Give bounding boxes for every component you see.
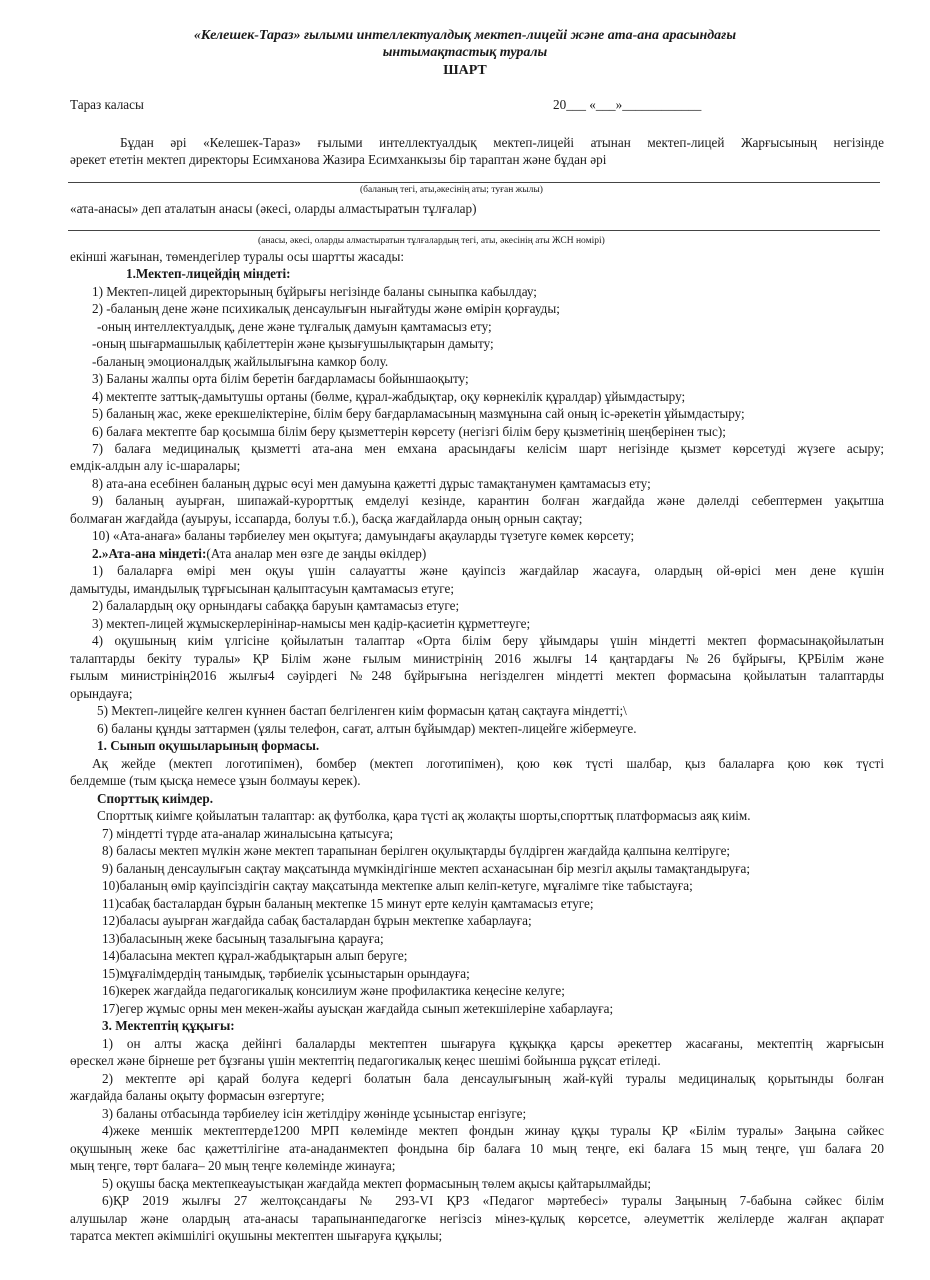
s2-line: орындауға; bbox=[70, 686, 133, 701]
s3-line: 5) оқушы басқа мектепкеауыстықан жағдайда мектеп формасының төлем ақысы қайтарылмайды; bbox=[102, 1176, 652, 1191]
s2-line: 4) оқушының киім үлгісіне қойылатын талаптар «Орта білім беру ұйымдары үшін міндетті мектеп формасынақойылатын bbox=[92, 633, 884, 648]
s1-line: 10) «Ата-анаға» баланы тәрбиелеу мен оқытуға; дамуындағы ақауларды түзетуге көмек көрсету; bbox=[92, 528, 635, 543]
s3-line: өрескел және бірнеше рет бұзғаны үшін мектептің педагогикалық кеңес шешімі бойынша рұқсат етіледі. bbox=[70, 1053, 661, 1068]
uniform-item: 16)керек жағдайда педагогикалық консилиум және профилактика кеңесіне келуге; bbox=[102, 983, 565, 998]
uniform-line: Ақ жейде (мектеп логотипімен), бомбер (мектеп логотипімен), қою көк түсті шалбар, қыз балаларға қою көк түсті bbox=[92, 756, 884, 771]
place-text: Тараз каласы bbox=[70, 97, 144, 112]
s3-line: 3) баланы отбасында тәрбиелеу ісін жетілдіру жөнінде ұсыныстар енгізуге; bbox=[102, 1106, 527, 1121]
s1-line: 6) балаға мектепте бар қосымша білім беру қызметтерін көрсету (негізгі білім беру қызметінің шеңберінен тыс); bbox=[92, 424, 726, 439]
s2-line: дамытуды, имандылық тұрғысынан қалыптасуын қамтамасыз етуге; bbox=[70, 581, 455, 596]
s3-line: жағдайда баланы оқыту формасын өзгертуге; bbox=[70, 1088, 325, 1103]
uniform-item: 11)сабақ басталардан бұрын баланың мектепке 15 минут ерте келуін қамтамасыз етуге; bbox=[102, 896, 594, 911]
s3-line: мың теңге, төрт балаға– 20 мың теңге көлемінде жинауға; bbox=[70, 1158, 396, 1173]
s1-line: 3) Баланы жалпы орта білім беретін бағдарламасы бойыншаоқыту; bbox=[92, 371, 469, 386]
intro-line-2: әрекет ететін мектеп директоры Есимханова Жазира Есимханкызы бір тараптан және бұдан әрі bbox=[70, 152, 607, 167]
uniform-item: 8) баласы мектеп мүлкін және мектеп тарапынан берілген оқулықтарды бүлдірген жағдайда қалпына келтіруге; bbox=[102, 843, 731, 858]
s1-line: болмаған жағдайда (ауыруы, іссапарда, болуы т.б.), басқа жағдайларда оның орнын сақтау; bbox=[70, 511, 583, 526]
s3-line: 2) мектепте әрі қарай болуға кедергі болатын бала денсаулығының жай-күйі туралы медициналық қорытынды болған bbox=[102, 1071, 884, 1086]
uniform-item: 7) міндетті түрде ата-аналар жиналысына қатысуға; bbox=[102, 826, 394, 841]
contract-title-line2: ынтымақтастық туралы bbox=[382, 45, 548, 60]
s2-line: талаптарды бекіту туралы» ҚР Білім және ғылым министрінің 2016 жылғы 14 қаңтардағы №26 бұйрығы, ҚРБілім және bbox=[70, 651, 884, 666]
intro-line-1: Бұдан әрі «Келешек-Тараз» ғылыми интеллектуалдық мектеп-лицейі атынан мектеп-лицей Жарғысының негізінде bbox=[120, 135, 884, 150]
date-field: 20___ «___»____________ bbox=[553, 97, 702, 112]
uniform-item: 15)мұғалімдердің танымдық, тәрбиелік ұсыныстарын орындауға; bbox=[102, 966, 470, 981]
s3-line: 6)ҚР 2019 жылғы 27 желтоқсандағы № 293-VI ҚРЗ «Педагог мәртебесі» туралы Заңының 7-бабына сәйкес білім bbox=[102, 1193, 884, 1208]
s2-line: ғылым министрінің2016 жылғы4 сәуірдегі №248 бұйрығына негізделген міндетті мектеп формасына қойылатын талаптарды bbox=[70, 668, 884, 683]
s1-line: емдік-алдын алу іс-шаралары; bbox=[70, 458, 241, 473]
s1-line: -баланың эмоционалдық жайлылығына камкор болу. bbox=[92, 354, 389, 369]
sport-heading: Спорттық киімдер. bbox=[97, 791, 214, 806]
s2-line: 2) балалардың оқу орнындағы сабаққа баруын қамтамасыз етуге; bbox=[92, 598, 460, 613]
parent-name-blank bbox=[68, 230, 880, 231]
s1-line: -оның интеллектуалдық, дене және тұлғалық дамуын қамтамасыз ету; bbox=[97, 319, 492, 334]
uniform-item: 14)баласына мектеп құрал-жабдықтарын алып беруге; bbox=[102, 948, 408, 963]
second-party-text: екінші жағынан, төмендегілер туралы осы шартты жасады: bbox=[70, 249, 405, 264]
contract-title-line3: ШАРТ bbox=[443, 63, 487, 78]
s3-line: оқушының жеке бас қажеттілігіне ата-анаданмектеп фондына бір балаға 10 мың теңге, екі балаға 15 мың теңге, үш балаға 20 bbox=[70, 1141, 884, 1156]
uniform-heading: 1. Сынып оқушыларының формасы. bbox=[97, 738, 320, 753]
s1-line: 5) баланың жас, жеке ерекшеліктеріне, білім беру бағдарламасының мазмұнына сай оның іс-әрекетін ұйымдастыру; bbox=[92, 406, 745, 421]
section-1-heading: 1.Мектеп-лицейдің міндеті: bbox=[126, 266, 291, 281]
s1-line: -оның шығармашылық қабілеттерін және қызығушылықтарын дамыту; bbox=[92, 336, 494, 351]
s1-line: 2) -баланың дене және психикалық денсаулығын нығайтуды және өмірін қорғауды; bbox=[92, 301, 560, 316]
s3-line: 4)жеке меншік мектептерде1200 МРП көлемінде мектеп фондын жинау құқы туралы ҚР «Білім туралы» Заңына сәйкес bbox=[102, 1123, 884, 1138]
s1-line: 7) балаға медициналық қызметті ата-ана мен емхана арасындағы келісім шарт негізінде қызмет көрсетуді жүзеге асыру; bbox=[92, 441, 884, 456]
contract-title-line1: «Келешек-Тараз» ғылыми интеллектуалдық мектеп-лицейі және ата-ана арасындағы bbox=[193, 28, 737, 43]
child-name-blank bbox=[68, 182, 880, 183]
parent-caption: (анасы, әкесі, оларды алмастыратын тұлғалардың тегі, аты, әкесінің аты ЖСН номірі) bbox=[258, 236, 605, 246]
uniform-item: 12)баласы ауырған жағдайда сабақ басталардан бұрын мектепке хабарлауға; bbox=[102, 913, 532, 928]
s1-line: 1) Мектеп-лицей директорының бұйрығы негізінде баланы сыныпка кабылдау; bbox=[92, 284, 537, 299]
uniform-item: 10)баланың өмір қауіпсіздігін сақтау мақсатында мектепке алып келіп-кетуге, мұғалімге тіке табыстауға; bbox=[102, 878, 693, 893]
s2-line: 1) балаларға өмірі мен оқуы үшін салауатты және қауіпсіз жағдайлар жасауға, олардың ой-өрісі мен дене күшін bbox=[92, 563, 884, 578]
sport-text: Спорттық киімге қойылатын талаптар: ақ футболка, қара түсті ақ жолақты шорты,спорттық платформасыз аяқ киім. bbox=[97, 808, 751, 823]
section-2-heading-note: (Ата аналар мен өзге де заңды өкілдер) bbox=[206, 546, 427, 561]
s2-line: 3) мектеп-лицей жұмыскерлерінінар-намысы мен қадір-қасиетін құрметтеуге; bbox=[92, 616, 531, 631]
s2-line: 6) баланы құнды заттармен (ұялы телефон, сағат, алтын бұйымдар) мектеп-лицейге жібермеуге. bbox=[97, 721, 637, 736]
uniform-item: 17)егер жұмыс орны мен мекен-жайы ауысқан жағдайда сынып жетекшілеріне хабарлауға; bbox=[102, 1001, 614, 1016]
s3-line: алушылар және олардың ата-анасы тарапынанпедагогке негізсіз мінез-құлық көрсетсе, әлеуметтік желілерде жалған ақпарат bbox=[70, 1211, 884, 1226]
section-3-heading: 3. Мектептің құқығы: bbox=[102, 1018, 235, 1033]
s1-line: 9) баланың ауырған, шипажай-курорттық емделуі кезінде, карантин болған жағдайда және дәлелді себептермен уақытша bbox=[92, 493, 884, 508]
section-2-heading bbox=[92, 546, 426, 562]
s1-line: 8) ата-ана есебінен баланың дұрыс өсуі мен дамуына қажетті дұрыс тамақтанумен қамтамасыз ету; bbox=[92, 476, 651, 491]
s1-line: 4) мектепте заттық-дамытушы ортаны (бөлме, құрал-жабдықтар, оқу көрнекілік құралдар) ұйымдастыру; bbox=[92, 389, 686, 404]
uniform-item: 13)баласының жеке басының тазалығына қарауға; bbox=[102, 931, 384, 946]
s3-line: таратса мектеп әкімшілігі оқушыны мектептен шығаруға құқылы; bbox=[70, 1228, 443, 1243]
s3-line: 1) он алты жасқа дейінгі балаларды мектептен шығаруға құқыққа қарсы әрекеттер жасағаны, мектептің жарғысын bbox=[102, 1036, 884, 1051]
s2-line: 5) Мектеп-лицейге келген күннен бастап белгіленген киім формасын қатаң сақтауға міндетті;\ bbox=[97, 703, 627, 718]
parent-line: «ата-анасы» деп аталатын анасы (әкесі, оларды алмастыратын тұлғалар) bbox=[70, 201, 477, 216]
uniform-line: белдемше (тым қысқа немесе ұзын болмауы керек). bbox=[70, 773, 361, 788]
section-2-heading-title: 2.»Ата-ана міндеті: bbox=[92, 546, 207, 561]
child-caption: (баланың тегі, аты,әкесінің аты; туған жылы) bbox=[360, 185, 543, 195]
uniform-item: 9) баланың денсаулығын сақтау мақсатында мүмкіндігінше мектеп асханасынан бір мезгіл ақылы тамақтандыруға; bbox=[102, 861, 751, 876]
